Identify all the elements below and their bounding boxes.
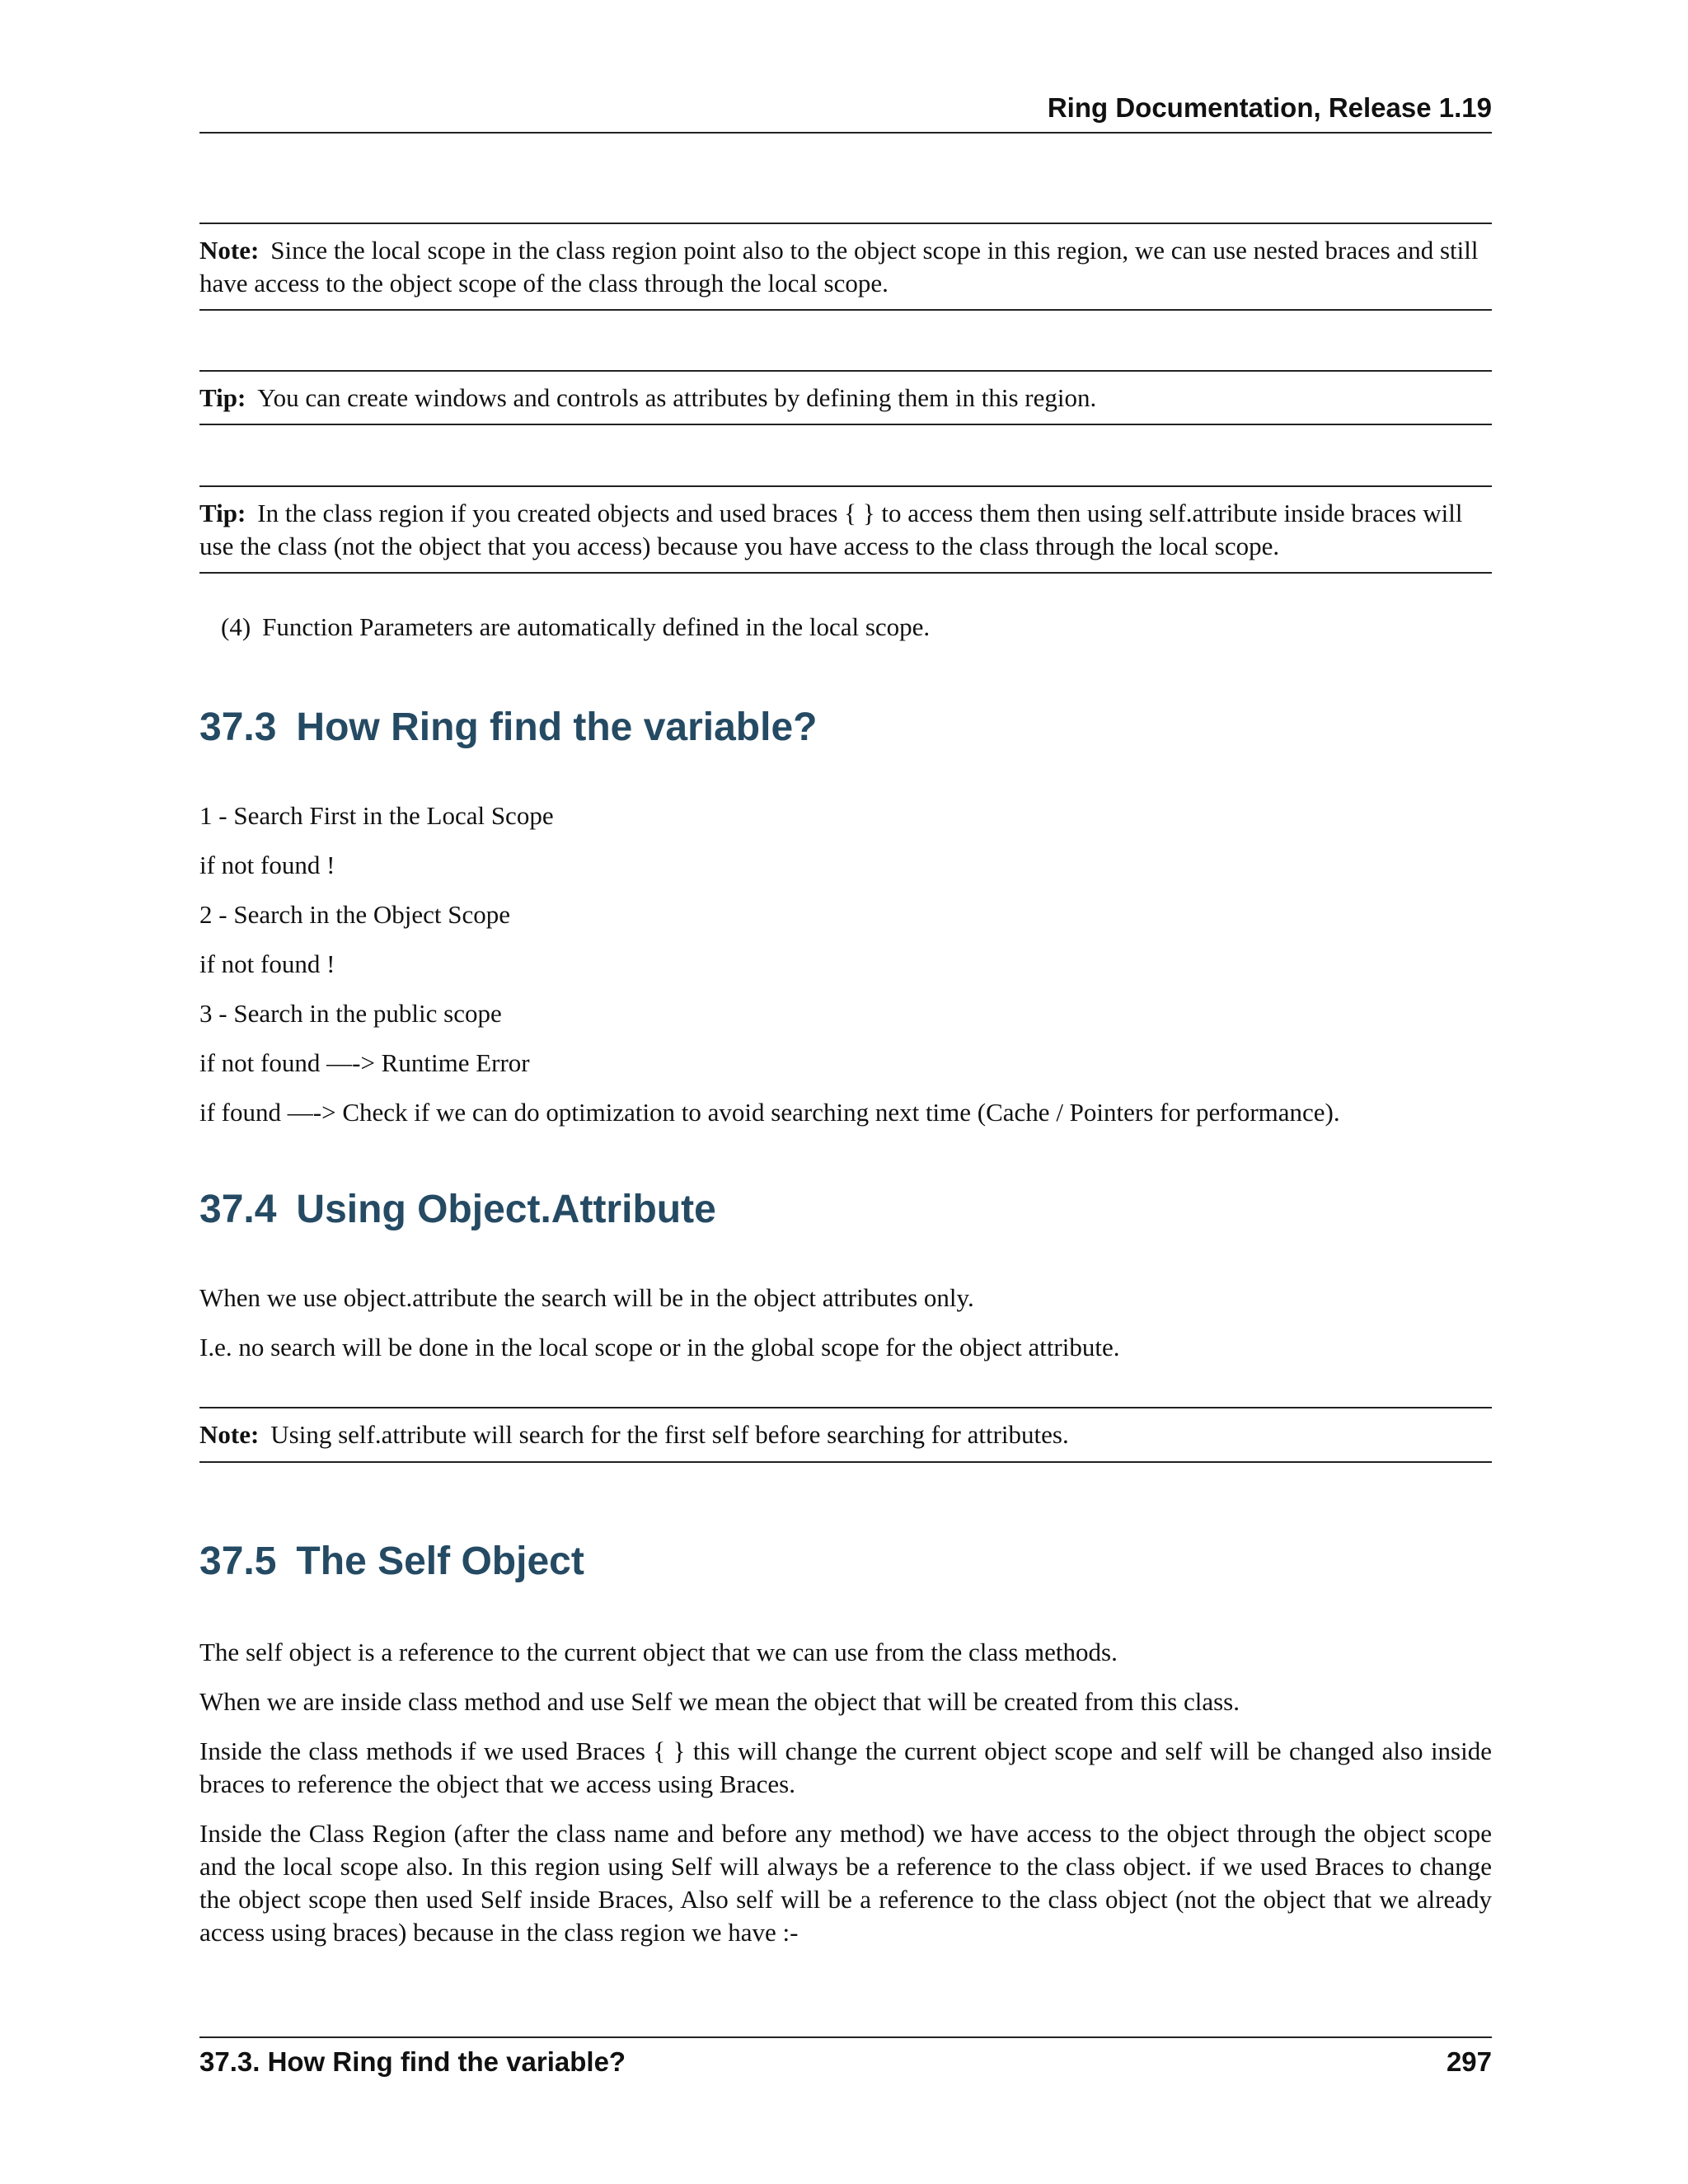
paragraph: if not found ! (199, 949, 335, 978)
tip-admonition (199, 370, 1492, 425)
admonition-text: You can create windows and controls as attributes by defining them in this region. (257, 383, 1097, 412)
paragraph: Inside the Class Region (after the class name and before any method) we have access to the object through the object scope and the local scope also. In this region using Self will always be a reference to the class object. if we used Braces to change the object scope then used Self inside Braces, Also self will be a reference to the class object (not the object that we already access using braces) because in the class region we have :- (199, 1819, 1492, 1947)
section-heading (199, 1187, 716, 1232)
list-item-text: Function Parameters are automatically defined in the local scope. (262, 612, 931, 641)
paragraph: The self object is a reference to the current object that we can use from the class methods. (199, 1638, 1118, 1666)
paragraph: 3 - Search in the public scope (199, 999, 502, 1028)
note-admonition (199, 223, 1492, 311)
page-footer (199, 2036, 1492, 2078)
paragraph: Inside the class methods if we used Braces { } this will change the current object scope and self will be changed also inside braces to reference the object that we access using Braces. (199, 1736, 1492, 1798)
paragraph: When we are inside class method and use Self we mean the object that will be created from this class. (199, 1687, 1240, 1716)
note-admonition (199, 1407, 1492, 1463)
list-marker: (4) (221, 612, 251, 641)
section-number: 37.5 (199, 1540, 277, 1583)
section-title: Using Object.Attribute (296, 1188, 716, 1231)
admonition-label: Tip: (199, 499, 246, 527)
page-number: 297 (1446, 2046, 1492, 2077)
paragraph: When we use object.attribute the search will be in the object attributes only. (199, 1283, 974, 1312)
tip-admonition (199, 485, 1492, 574)
list-item (221, 611, 1457, 644)
admonition-label: Note: (199, 236, 260, 265)
footer-section-ref: 37.3. How Ring find the variable? (199, 2046, 626, 2077)
admonition-label: Note: (199, 1420, 260, 1449)
paragraph: if found —-> Check if we can do optimization to avoid searching next time (Cache / Pointers for performance). (199, 1098, 1340, 1127)
admonition-text: In the class region if you created objects and used braces { } to access them then using self.attribute inside braces will use the class (not the object that you access) because you have access to the class through the local scope. (199, 499, 1463, 560)
admonition-label: Tip: (199, 383, 246, 412)
paragraph: if not found —-> Runtime Error (199, 1048, 530, 1077)
section-title: The Self Object (296, 1540, 584, 1583)
paragraph: 1 - Search First in the Local Scope (199, 801, 554, 830)
admonition-text: Since the local scope in the class region point also to the object scope in this region, we can use nested braces and still have access to the object scope of the class through the local scope. (199, 236, 1479, 298)
paragraph: I.e. no search will be done in the local scope or in the global scope for the object attribute. (199, 1333, 1120, 1361)
admonition-text: Using self.attribute will search for the first self before searching for attributes. (270, 1420, 1069, 1449)
section-number: 37.4 (199, 1188, 277, 1231)
paragraph: if not found ! (199, 851, 335, 879)
running-header: Ring Documentation, Release 1.19 (199, 92, 1492, 134)
section-title: How Ring find the variable? (296, 705, 818, 749)
section-number: 37.3 (199, 705, 277, 749)
paragraph: 2 - Search in the Object Scope (199, 900, 511, 929)
section-heading (199, 1539, 584, 1584)
section-heading (199, 705, 817, 750)
